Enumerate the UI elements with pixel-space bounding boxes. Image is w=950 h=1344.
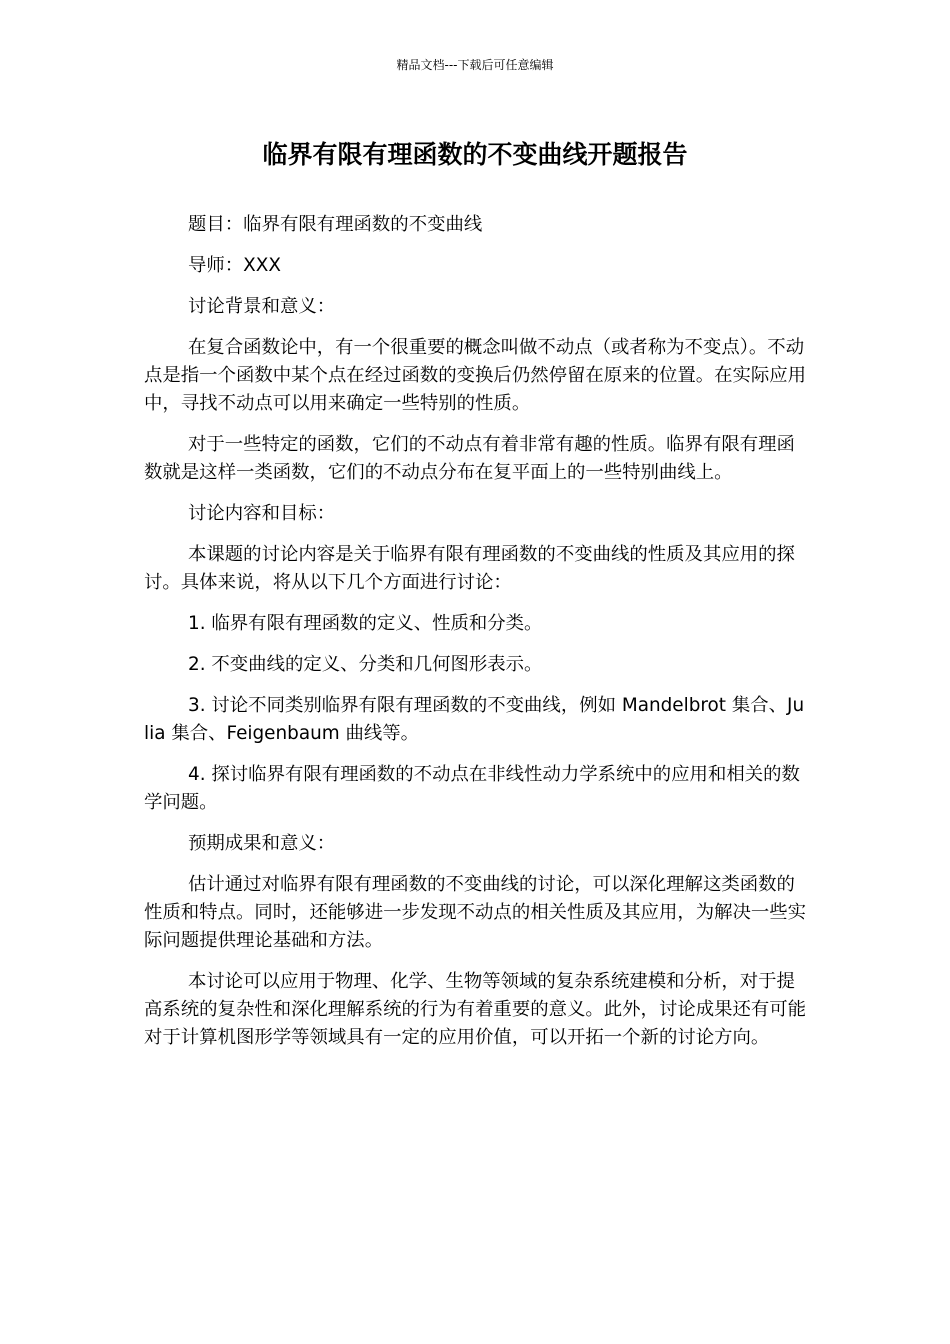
content-item-4: 4. 探讨临界有限有理函数的不动点在非线性动力学系统中的应用和相关的数学问题。 [144,764,800,813]
topic-line: 题目：临界有限有理函数的不变曲线 [188,214,483,235]
outcomes-paragraph-1: 估计通过对临界有限有理函数的不变曲线的讨论，可以深化理解这类函数的性质和特点。同时，还能够进一步发现不动点的相关性质及其应用，为解决一些实际问题提供理论基础和方法。 [144,874,807,951]
content-item-1: 1. 临界有限有理函数的定义、性质和分类。 [188,613,543,634]
outcomes-paragraph-2: 本讨论可以应用于物理、化学、生物等领域的复杂系统建模和分析，对于提高系统的复杂性和深化理解系统的行为有着重要的意义。此外，讨论成果还有可能对于计算机图形学等领域具有一定的应用价值，可以开拓一个新的讨论方向。 [144,971,807,1048]
header-note: 精品文档---下载后可任意编辑 [396,58,554,72]
background-paragraph-1: 在复合函数论中，有一个很重要的概念叫做不动点（或者称为不变点）。不动点是指一个函数中某个点在经过函数的变换后仍然停留在原来的位置。在实际应用中，寻找不动点可以用来确定一些特别的性质。 [144,337,807,414]
content-item-2: 2. 不变曲线的定义、分类和几何图形表示。 [188,654,543,675]
content-intro-paragraph: 本课题的讨论内容是关于临界有限有理函数的不变曲线的性质及其应用的探讨。具体来说，将从以下几个方面进行讨论： [144,544,795,593]
content-item-3: 3. 讨论不同类别临界有限有理函数的不变曲线，例如 Mandelbrot 集合、Julia 集合、Feigenbaum 曲线等。 [144,695,805,744]
document-title: 临界有限有理函数的不变曲线开题报告 [262,140,688,169]
section-heading-outcomes: 预期成果和意义： [188,833,336,854]
background-paragraph-2: 对于一些特定的函数，它们的不动点有着非常有趣的性质。临界有限有理函数就是这样一类函数，它们的不动点分布在复平面上的一些特别曲线上。 [144,434,795,483]
section-heading-background: 讨论背景和意义： [188,296,336,317]
document-body [144,211,808,1065]
advisor-line: 导师：XXX [188,255,281,276]
section-heading-content: 讨论内容和目标： [188,503,336,524]
